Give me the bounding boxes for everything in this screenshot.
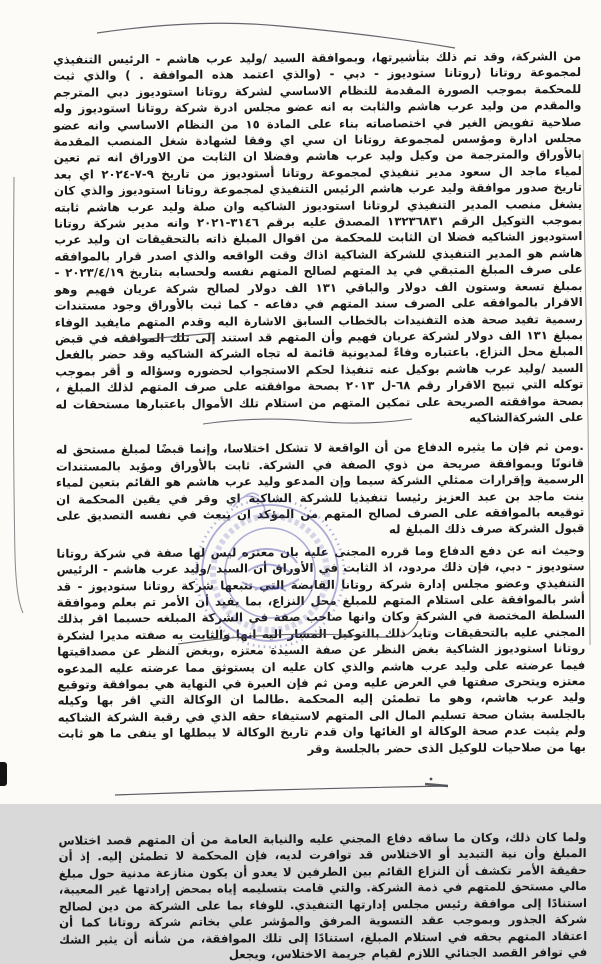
pen-stroke-top xyxy=(97,23,455,48)
page-fold-line-left xyxy=(13,177,23,613)
judgment-paragraph-2: .ومن ثم فإن ما يثيره الدفاع من أن الواقعة لا تشكل اختلاسا، وإنما قبضًا لمبلغ مستحق له قانونًا وبموافقة صريحة من ذوي الصفة في الشركة. ثابت بالأوراق ومؤيد بالمستندات الرسمية وإقرارات ممثلي الشركة سيما وإن المدعو وليد عرب هاشم هو القائم بتعين لمياء بنت ماجد بن عبد العزيز رئيسا تنفيذيا للشركة الشاكية اي وقر في يقين المحكمة ان توقيعه بالموافقه على الصرف لصالح المتهم من المؤكد ان يبعث في نفسه التصديق على قبول الشركة صرف ذلك المبلغ له xyxy=(55,439,585,537)
judgment-text-block xyxy=(53,48,587,964)
scanner-edge-mark xyxy=(0,762,7,786)
judgment-paragraph-3: وحيث انه عن دفع الدفاع وما قرره المجنى عليه بان معتزه ليس لها صفة في شركة روتانا ستوديوز - دبي، فإن ذلك مردود، اذ الثابت في الأوراق أن السيد /وليد عرب هاشم - الرئيس التنفيذي وعضو مجلس إدارة شركة روتانا القابضة التي تتبعها شركة روتانا ستوديوز - قد أشر بالموافقة على استلام المتهم للمبلغ محل النزاع، بما يفيد أن الأمر تم بعلم وموافقة السلطة المختصة في الشركة وكان وانها صاحب صفة في الشركة المبلغه حسبما اقر بذلك المجني عليه بالتحقيقات وتايد ذلك بالتوكيل المشار اليه انها والثابت به صفته مديرا لشكرة روتانا استوديوز الشاكية بغض النظر عن صفة السيدة معتزه ,وبغض النظر عن مصداقيتها فيما عرضته على وليد عرب هاشم والذي كان عليه ان يستوثق مما عرضته عليه المدعوه معتزه ويتحرى صفتها في العرض عليه ومن ثم فإن العبرة في النهاية هي بموافقة وتوقيع وليد عرب هاشم، وهو ما تطمئن إليه المحكمة .طالما ان الوكالة التي اقر بها وكيله بالجلسة بشان صحة تسليم المال الى المتهم لاستيفاء حقه الذي في رقبة الشركة الشاكيه ولم يثبت عدم صحة الوكالة او الغائها وان قدم تاريخ الوكالة لا يبطلها او ينفى ما هو ثابت بها من صلاحيات للوكيل الذى حضر بالجلسة وقر xyxy=(56,542,586,756)
judgment-paragraph-4: ولما كان ذلك، وكان ما ساقه دفاع المجني عليه والنيابة العامة من أن المتهم قصد اختلاس المبلغ وأن نية التبديد أو الاختلاس قد توافرت لديه، فإن المحكمة لا تطمئن إليه. إذ أن حقيقة الأمر تكشف أن النزاع القائم بين الطرفين لا يعدو أن يكون منازعة مدنية حول مبلغ مالي مستحق للمتهم في ذمة الشركة. والتي قامت بتسليمه إياه بمحض إرادتها غير المعيبة، استنادًا إلى موافقة رئيس مجلس إدارتها التنفيذي. للوفاء بما على الشركة من دين لصالح شركة الجذور وبموجب عقد التسوية المرفق والمؤشر علي بخاتم شركة روتانا كما أن اعتقاد المتهم بحقه في استلام المبلغ، استنادًا إلى تلك الموافقة، من شأنه أن يثير الشك في توافر القصد الجنائي اللازم لقيام جريمة الاختلاس، ويجعل xyxy=(58,830,588,962)
judgment-paragraph-1: من الشركة، وقد تم ذلك بتأشيرتها، وبموافقة السيد /وليد عرب هاشم - الرئيس التنفيذي لمجموعة روتانا (روتانا ستوديوز - دبي - (والذي اعتمد هذه الموافقة . ) والذي ثبت للمحكمة بموجب الصورة المقدمة للنظام الاساسي لشركة روتانا استوديوز دبي المترجم والمقدم من وليد عرب هاشم والثابت به انه عضو مجلس ادرة شركة روتانا استوديوز وله صلاحية تفويض الغير في اختصاصاته بناء على المادة ١٥ من النظام الاساسي وانه عضو مجلس ادارة ومؤسس لمجموعة روتانا ان سي اي وفقا لشهادة شغل المنصب المقدمة بالأوراق والمترجمة من وكيل وليد عرب هاشم وفضلا ان الثابت من الاوراق انه تم تعين لمياء ماجد ال سعود مدير تنفيذي لمجموعة روتانا أستوديوز من تاريخ ٩-٧-٢٠٢٤ اي بعد تاريخ صدور موافقة وليد عرب هاشم الرئيس التنفيذي لمجموعة روتانا استوديوز والذي كان يشغل منصب المدير التنفيذي لروتانا استوديوز الشاكيه وان صلة وليد عرب هاشم ثابته بموجب التوكيل الرقم ١٣٢٣٦٨٣١ المصدق عليه برقم ٣١٤٦-٢٠٢١ وانه مدير شركة روتانا استوديوز الشاكيه فضلا ان الثابت للمحكمة من اقوال المبلغ ذاته بالتحقيقات ان وليد عرب هاشم هو المدير التنفيذي للشركة الشاكية اذاك وقت الواقعه والذي اصدر قرار بالموافقه على صرف المبلغ المتبقي في يد المتهم لصالح المتهم نفسه ولحسابه بتاريخ ٢٠٢٣/٤/١٩ - بمبلغ تسعة وستون الف دولار والباقي ١٣١ الف دولار لصالح شركة عريان فهيم وهو الاقرار بالموافقه على الصرف سند المتهم في دفاعه - كما ثبت بالأوراق وجود مستندات رسمية تفيد صحة هذه التفنيدات بالخطاب السابق الاشارة اليه وقدم المتهم مايفيد الوفاء بمبلغ ١٣١ الف دولار لشركة عريان فهيم وأن المتهم قد استند إلى تلك الموافقه في قبض المبلغ محل النزاع. باعتباره وفاءً لمديونية قائمة له تجاه الشركة الشاكيه وقد حضر بالفعل السيد /وليد عرب هاشم بوكيل عنه تنفيذا لحكم الاستجواب لحضوره وسؤاله و أقر بموجب توكله التي تبيح الاقرار رقم ٦٨-ل ٢٠١٣ بصحة موافقته على صرف المتهم لذلك المبلغ ، بصحة موافقته الصريحة على تمكين المتهم من استلام تلك الأموال باعتبارها مستحقات له على الشركةالشاكيه xyxy=(53,48,584,425)
